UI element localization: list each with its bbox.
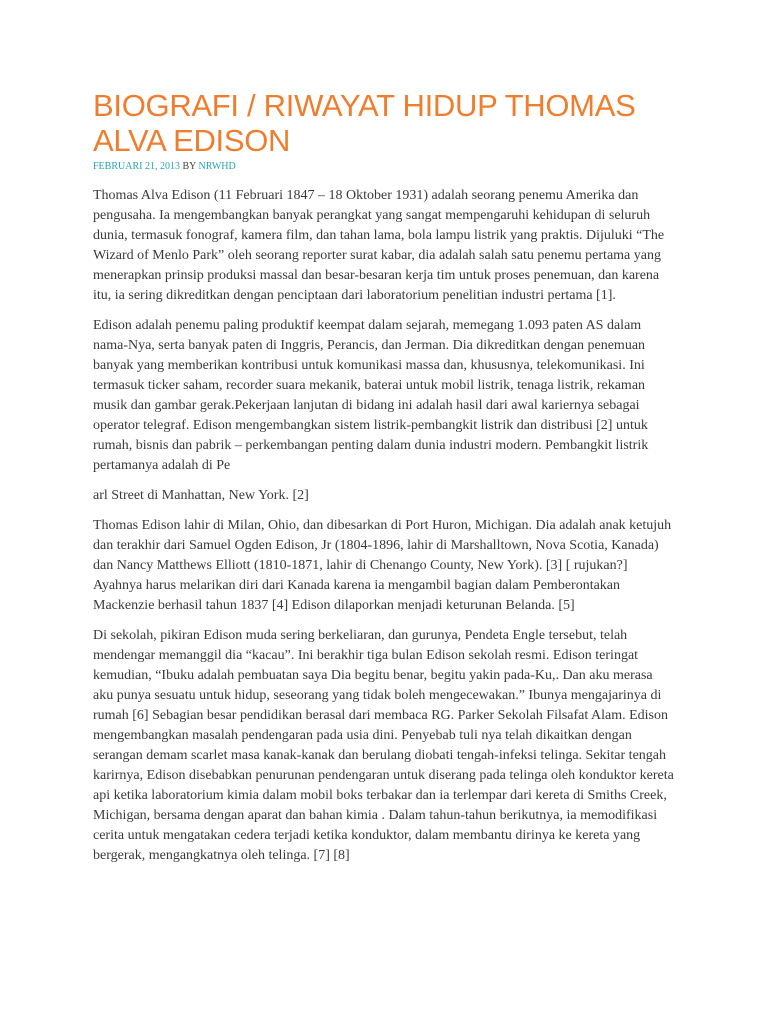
paragraph: Thomas Edison lahir di Milan, Ohio, dan dibesarkan di Port Huron, Michigan. Dia adalah anak ketujuh dan terakhir dari Samuel Ogden Edison, Jr (1804-1896, lahir di Marshalltown, Nova Scotia, Kanada) dan Nancy Matthews Elliott (1810-1871, lahir di Chenango County, New York). [3] [ rujukan?] Ayahnya harus melarikan diri dari Kanada karena ia mengambil bagian dalam Pemberontakan Mackenzie berhasil tahun 1837 [4] Edison dilaporkan menjadi keturunan Belanda. [5]: [93, 518, 672, 613]
article-title: BIOGRAFI / RIWAYAT HIDUP THOMAS ALVA EDISON: [93, 88, 636, 158]
paragraph: Di sekolah, pikiran Edison muda sering berkeliaran, dan gurunya, Pendeta Engle tersebut, telah mendengar memanggil dia “kacau”. Ini berakhir tiga bulan Edison sekolah resmi. Edison teringat kemudian, “Ibuku adalah pembuatan saya Dia begitu benar, begitu yakin pada-Ku,. Dan aku merasa aku punya sesuatu untuk hidup, seseorang yang tidak boleh mengecewakan.” Ibunya mengajarinya di rumah [6] Sebagian besar pendidikan berasal dari membaca RG. Parker Sekolah Filsafat Alam. Edison mengembangkan masalah pendengaran pada usia dini. Penyebab tuli nya telah dikaitkan dengan serangan demam scarlet masa kanak-kanak dan berulang diobati tengah-infeksi telinga. Sekitar tengah karirnya, Edison disebabkan penurunan pendengaran untuk diserang pada telinga oleh konduktor kereta api ketika laboratorium kimia dalam mobil boks terbakar dan ia terlempar dari kereta di Smiths Creek, Michigan, bersama dengan aparat dan bahan kimia . Dalam tahun-tahun berikutnya, ia memodifikasi cerita untuk mengatakan cedera terjadi ketika konduktor, dalam membantu dirinya ke kereta yang bergerak, mengangkatnya oleh telinga. [7] [8]: [93, 628, 674, 863]
paragraph: arl Street di Manhattan, New York. [2]: [93, 488, 309, 503]
paragraph: Edison adalah penemu paling produktif keempat dalam sejarah, memegang 1.093 paten AS dalam nama-Nya, serta banyak paten di Inggris, Perancis, dan Jerman. Dia dikreditkan dengan penemuan banyak yang memberikan kontribusi untuk komunikasi massa dan, khususnya, telekomunikasi. Ini termasuk ticker saham, recorder suara mekanik, baterai untuk mobil listrik, tenaga listrik, rekaman musik dan gambar gerak.Pekerjaan lanjutan di bidang ini adalah hasil dari awal kariernya sebagai operator telegraf. Edison mengembangkan sistem listrik-pembangkit listrik dan distribusi [2] untuk rumah, bisnis dan pabrik – perkembangan penting dalam dunia industri modern. Pembangkit listrik pertamanya adalah di Pe: [93, 318, 649, 473]
post-author-link[interactable]: NRWHD: [198, 161, 236, 172]
post-by-label: BY: [182, 161, 196, 172]
post-date-link[interactable]: FEBRUARI 21, 2013: [93, 161, 180, 172]
paragraph: Thomas Alva Edison (11 Februari 1847 – 18 Oktober 1931) adalah seorang penemu Amerika dan pengusaha. Ia mengembangkan banyak perangkat yang sangat mempengaruhi kehidupan di seluruh dunia, termasuk fonograf, kamera film, dan tahan lama, bola lampu listrik yang praktis. Dijuluki “The Wizard of Menlo Park” oleh seorang reporter surat kabar, dia adalah salah satu penemu pertama yang menerapkan prinsip produksi massal dan besar-besaran kerja tim untuk proses penemuan, dan karena itu, ia sering dikreditkan dengan penciptaan dari laboratorium penelitian industri pertama [1].: [93, 188, 665, 303]
article-body: [93, 186, 675, 866]
article: [93, 88, 675, 876]
post-meta: [93, 161, 675, 173]
